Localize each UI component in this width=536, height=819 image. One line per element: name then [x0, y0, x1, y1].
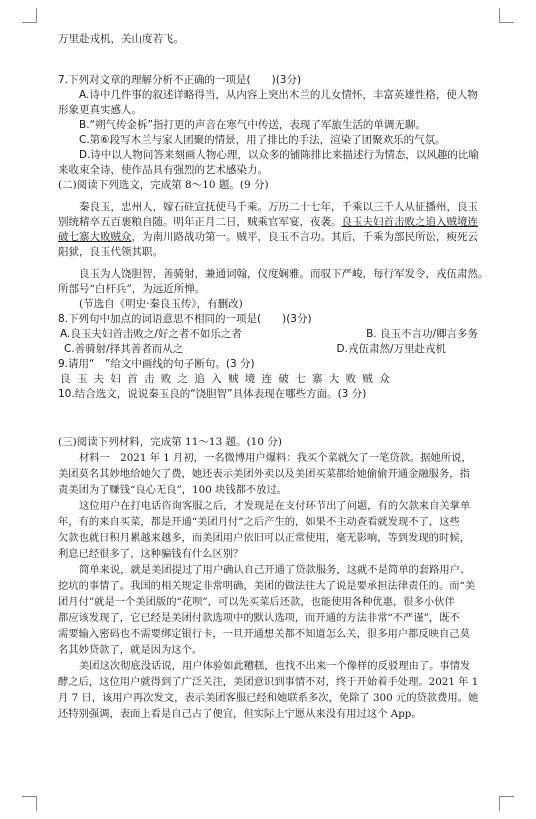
material-paragraph-3	[58, 562, 498, 658]
passage-p1-line4: 阳狱，良玉代领其职。	[58, 246, 163, 258]
q8-option-d: D.戎伍肃然/万里赴戎机	[336, 343, 446, 355]
crop-mark-bottom-left	[22, 796, 37, 811]
crop-mark-bottom-right	[499, 796, 514, 811]
crop-mark-top-right	[499, 8, 514, 23]
material-paragraph-2	[58, 498, 498, 562]
section-3	[58, 435, 498, 722]
q7-stem: 7.下列对文章的理解分析不正确的一项是( )(3分)	[58, 74, 302, 86]
material-line: 还特别强调，表面上看是自己占了便宜，但实际上宁愿从来没有用过这个 App。	[58, 708, 422, 720]
material-line: 年，有的来自买菜，都是开通“美团月付”之后产生的，如果不主动查看就发现不了，这些	[58, 516, 460, 528]
q10-stem: 10.结合选文，说说秦玉良的“饶胆智”具体表现在哪些方面。(3 分)	[58, 388, 367, 400]
passage-p1-line1: 秦良玉，忠州人，嫁石砫宣抚使马千乘。万历二十七年，千乘以三千人从征播州，良玉	[79, 201, 478, 213]
passage-source: (节选自《明史·秦良玉传》，有删改)	[79, 298, 243, 310]
q8-option-c: C.善骑射/择其善者而从之	[64, 343, 184, 355]
q7-option-a-cont: 形象更真实感人。	[58, 104, 142, 116]
q8-stem: 8.下列句中加点的词语意思不相同的一项是( )(3分)	[58, 313, 312, 325]
passage-p1-line2	[58, 215, 498, 230]
q9-stem: 9.请用“ ”给文中画线的句子断句。(3 分)	[58, 358, 255, 370]
material-line: 责美团为了赚钱“良心无良”，100 块钱都不放过。	[58, 484, 288, 496]
material-line: 月 7 日，该用户再次发文，表示美团客服已经和她联系多次，免除了 300 元的贷款费用。她	[58, 692, 479, 704]
material-line: 美团莫名其妙地给她欠了费，她还表示美团外卖以及美团买菜都给她偷偷开通金融服务，指	[58, 468, 470, 480]
material-line: 材料一 2021 年 1 月初，一名微博用户爆料：我买个菜就欠了一笔贷款。据她所说，	[79, 452, 472, 464]
material-1	[58, 450, 498, 498]
material-line: 团月付”就是一个美团版的“花呗”，可以先买菜后还款，也能使用各种优惠，很多小伙伴	[58, 596, 455, 608]
material-line: 利息已经很多了，这种骗钱有什么区别？	[58, 548, 244, 560]
q9-sentence: 良玉夫妇首击败之追入贼境连破七寨大败贼众	[60, 373, 396, 385]
q7-option-d: D.诗中以人物问答来刻画人物心理，以众多的铺陈排比来描述行为情态，以风趣的比喻	[79, 149, 479, 161]
q7-option-a: A.诗中几件事的叙述详略得当，从内容上突出木兰的儿女情怀，丰富英雄性格，使人物	[79, 89, 478, 101]
passage-text: ，为南川路战功第一。贼平，良玉不言功。其后，千乘为部民所讼，瘐死云	[131, 231, 478, 243]
question-9	[58, 357, 498, 387]
section-2-heading: (二)阅读下列选文，完成第 8～10 题。(9 分)	[58, 179, 269, 191]
q7-option-b: B.“朔气传金柝”指打更的声音在寒气中传送，表现了军旅生活的单调无聊。	[79, 119, 426, 131]
passage-p1-line3	[58, 230, 498, 245]
material-line: 名其妙贷款了，就是因为这个。	[58, 644, 203, 656]
question-7	[58, 73, 498, 178]
material-line: 挖坑的事情了。我国的相关规定非常明确，美团的做法往大了说是要承担法律责任的。而“美	[58, 580, 476, 592]
material-line: 这位用户在打电话咨询客服之后，才发现是在支付环节出了问题，有的欠款来自关掌单	[79, 500, 471, 512]
question-8	[58, 312, 498, 357]
material-line: 需要输入密码也不需要绑定银行卡，一旦开通想关都不知道怎么关，很多用户都反映自己莫	[58, 628, 470, 640]
q7-option-d-cont: 来收束全诗，使作品具有强烈的艺术感染力。	[58, 164, 268, 176]
passage-p2-line1: 良玉为人饶胆智，善骑射，兼通词翰，仪度娴雅。而驭下严峻，每行军发令，戎伍肃然。	[79, 268, 489, 280]
crop-mark-top-left	[22, 8, 37, 23]
section-2	[58, 178, 498, 312]
question-10	[58, 387, 498, 402]
q8-option-a: A.良玉夫妇首击败之/好之者不如乐之者	[60, 328, 242, 340]
material-line: 欠款也就日积月累越来越多，而美团用户依旧可以正常使用，毫无影响，等到发现的时候，	[58, 532, 470, 544]
q8-option-b: B. 良玉不言功/卿言多务	[366, 328, 478, 340]
material-line: 都应该发现了，它已经是美团付款选项中的默认选项，而开通的方法非常“不严谨”，既不	[58, 612, 460, 624]
exam-page	[58, 32, 498, 722]
underlined-sentence-part2: 破七寨大败贼众	[58, 231, 132, 243]
section-3-heading: (三)阅读下列材料，完成第 11～13 题。(10 分)	[58, 436, 282, 448]
passage-text: 别统精卒五百裹粮自随。明年正月二日，贼乘官军宴，夜袭。	[58, 216, 342, 228]
material-line: 酵之后，这位用户就得到了广泛关注，美团意识到事情不对，终于开始着手处理。2021 年 1	[58, 676, 479, 688]
underlined-sentence-part1: 良玉夫妇首击败之追入贼境连	[341, 216, 478, 228]
passage-p2-line2: 所部号“白杆兵”，为远近所惮。	[58, 283, 206, 295]
material-line: 简单来说，就是美团提过了用户确认自己开通了贷款服务，这就不是简单的套路用户、	[79, 564, 471, 576]
material-line: 美团这次彻底没话说，用户体验如此糟糕，也找不出来一个像样的反驳理由了。事情发	[79, 660, 471, 672]
q7-option-c: C.第⑥段写木兰与家人团聚的情景，用了排比的手法，渲染了团聚欢乐的气氛。	[79, 134, 446, 146]
intro-line: 万里赴戎机，关山度若飞。	[58, 33, 184, 45]
material-paragraph-4	[58, 658, 498, 722]
